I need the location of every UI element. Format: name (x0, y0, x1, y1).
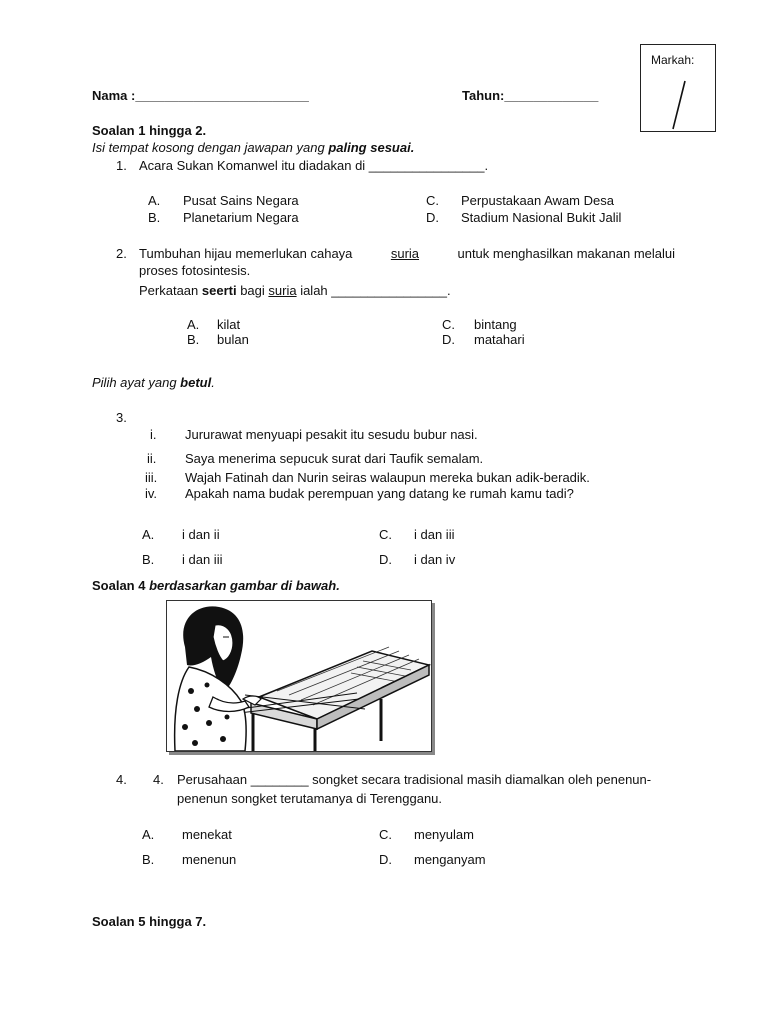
q2-option-text[interactable]: bintang (474, 317, 517, 332)
q2-option-text[interactable]: kilat (217, 317, 241, 332)
q2-text: bagi (236, 283, 269, 298)
section4-title: Soalan 5 hingga 7. (92, 914, 207, 929)
q1-option-letter[interactable]: D. (426, 210, 439, 225)
q2-text: ialah ________________. (296, 283, 451, 298)
q4-option-letter[interactable]: C. (379, 827, 392, 842)
q3-statement-text: Saya menerima sepucuk surat dari Taufik semalam. (185, 451, 484, 466)
q1-option-text[interactable]: Perpustakaan Awam Desa (461, 193, 614, 208)
q2-option-letter[interactable]: B. (187, 332, 200, 347)
q2-option-text[interactable]: matahari (474, 332, 525, 347)
section2-instruction-text: Pilih ayat yang (92, 375, 181, 390)
q2-underlined-word: suria (390, 246, 420, 261)
q3-number: 3. (116, 410, 127, 425)
q4-option-text[interactable]: menganyam (414, 852, 486, 867)
q4-option-letter[interactable]: D. (379, 852, 392, 867)
section1-instruction-bold: paling sesuai. (328, 140, 415, 155)
q2-option-letter[interactable]: A. (187, 317, 200, 332)
q2-option-letter[interactable]: D. (442, 332, 455, 347)
marks-slash-icon (667, 79, 691, 131)
q3-option-text[interactable]: i dan iii (182, 552, 223, 567)
section1-title: Soalan 1 hingga 2. (92, 123, 207, 138)
section1-instruction-text: Isi tempat kosong dengan jawapan yang (92, 140, 329, 155)
q1-option-text[interactable]: Planetarium Negara (183, 210, 299, 225)
section3-title-italic: berdasarkan gambar di bawah. (149, 578, 340, 593)
q3-option-text[interactable]: i dan ii (182, 527, 220, 542)
q2-number: 2. (116, 246, 127, 261)
q4-option-letter[interactable]: A. (142, 827, 155, 842)
q2-question-line1 (139, 246, 675, 261)
section2-instruction (92, 375, 215, 390)
q3-statement-text: Jururawat menyuapi pesakit itu sesudu bubur nasi. (185, 427, 478, 442)
q4-question-line1: Perusahaan ________ songket secara tradisional masih diamalkan oleh penenun- (177, 772, 652, 787)
section2-instruction-bold: betul (180, 375, 212, 390)
q3-statement-text: Apakah nama budak perempuan yang datang ke rumah kamu tadi? (185, 486, 574, 501)
section3-title (92, 578, 340, 593)
q2-option-text[interactable]: bulan (217, 332, 249, 347)
q1-option-text[interactable]: Pusat Sains Negara (183, 193, 299, 208)
q1-option-letter[interactable]: B. (148, 210, 161, 225)
q1-option-letter[interactable]: C. (426, 193, 439, 208)
q3-option-letter[interactable]: B. (142, 552, 155, 567)
weaving-woman-image (167, 601, 432, 752)
year-field[interactable]: Tahun:_____________ (462, 88, 599, 103)
q2-option-letter[interactable]: C. (442, 317, 455, 332)
marks-label: Markah: (651, 53, 695, 67)
section1-instruction (92, 140, 414, 155)
marks-box (640, 44, 716, 132)
q2-underlined-word: suria (268, 283, 297, 298)
q3-statement-roman: i. (150, 427, 157, 442)
q2-text: Perkataan (139, 283, 202, 298)
q3-option-text[interactable]: i dan iii (414, 527, 455, 542)
q4-option-text[interactable]: menenun (182, 852, 237, 867)
q3-option-letter[interactable]: A. (142, 527, 155, 542)
weaving-illustration (166, 600, 432, 752)
q2-question-line3 (139, 283, 451, 298)
q3-statement-text: Wajah Fatinah dan Nurin seiras walaupun mereka bukan adik-beradik. (185, 470, 590, 485)
q1-question: Acara Sukan Komanwel itu diadakan di ________________. (139, 158, 489, 173)
q1-number: 1. (116, 158, 127, 173)
q4-option-text[interactable]: menekat (182, 827, 232, 842)
q1-option-text[interactable]: Stadium Nasional Bukit Jalil (461, 210, 622, 225)
q4-number-outer: 4. (116, 772, 127, 787)
q2-question-line2: proses fotosintesis. (139, 263, 251, 278)
section2-instruction-end: . (211, 375, 215, 390)
q4-option-letter[interactable]: B. (142, 852, 155, 867)
q4-number-inner: 4. (153, 772, 164, 787)
q3-statement-roman: iii. (145, 470, 158, 485)
q4-option-text[interactable]: menyulam (414, 827, 474, 842)
q3-statement-roman: ii. (147, 451, 157, 466)
name-field[interactable]: Nama :________________________ (92, 88, 309, 103)
section3-title-text: Soalan 4 (92, 578, 150, 593)
q2-bold-word: seerti (201, 283, 237, 298)
q3-option-letter[interactable]: D. (379, 552, 392, 567)
q3-option-letter[interactable]: C. (379, 527, 392, 542)
q1-option-letter[interactable]: A. (148, 193, 161, 208)
q2-text: Tumbuhan hijau memerlukan cahaya (139, 246, 353, 261)
q3-option-text[interactable]: i dan iv (414, 552, 456, 567)
q3-statement-roman: iv. (145, 486, 158, 501)
q4-question-line2: penenun songket terutamanya di Terengganu. (177, 791, 443, 806)
q2-text: untuk menghasilkan makanan melalui (457, 246, 675, 261)
